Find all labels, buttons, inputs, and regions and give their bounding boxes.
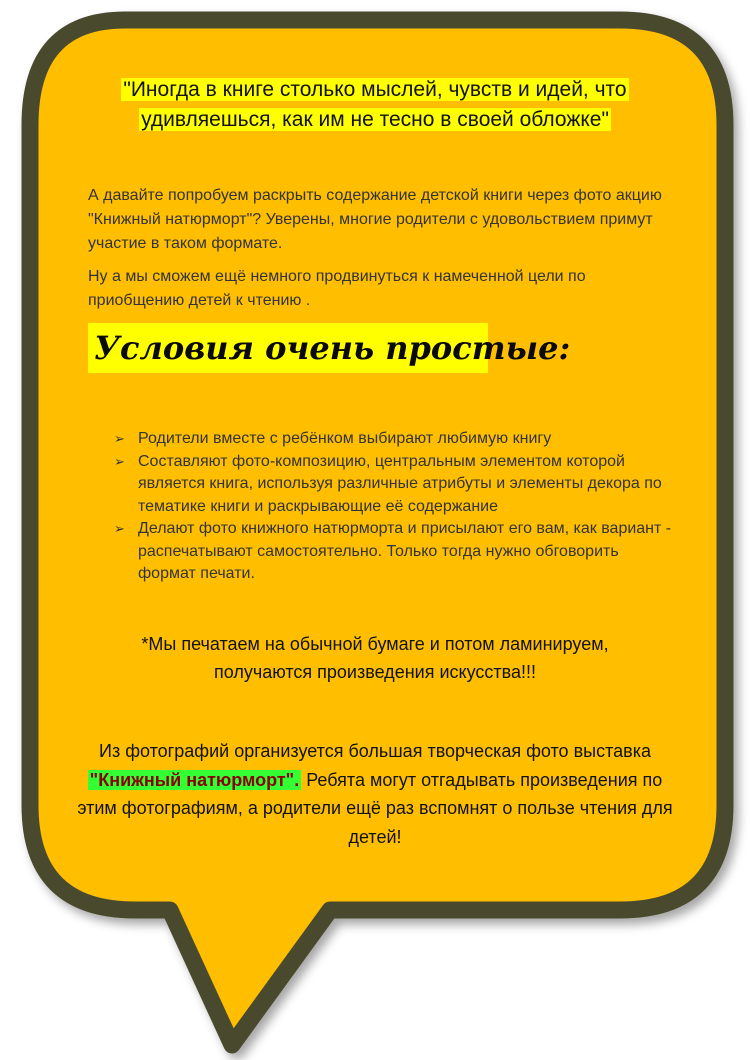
printing-note: *Мы печатаем на обычной бумаге и потом ламинируем, получаются произведения искусства!!! <box>141 634 609 682</box>
intro-paragraph: А давайте попробуем раскрыть содержание детской книги через фото акцию "Книжный натюрморт"? Уверены, многие родители с удовольствием примут участие в таком формате. <box>88 187 662 252</box>
exhibition-paragraph <box>75 737 675 851</box>
exhibition-text-end: Ребята могут отгадывать произведения по этим фотографиям, а родители ещё раз вспомнят о пользе чтения для детей! <box>77 769 673 847</box>
condition-text: Составляют фото-композицию, центральным элементом которой является книга, используя различные атрибуты и элементы декора по тематике книги и раскрывающие её содержание <box>138 452 662 515</box>
conditions-list <box>114 428 674 586</box>
exhibition-text-start: Из фотографий организуется большая творческая фото выставка <box>99 741 651 761</box>
exhibition-title: "Книжный натюрморт". <box>89 769 300 790</box>
list-item <box>114 428 674 451</box>
list-item <box>114 518 674 586</box>
condition-text: Родители вместе с ребёнком выбирают любимую книгу <box>138 430 552 447</box>
arrow-bullet-icon: ➢ <box>114 453 125 469</box>
goal-paragraph: Ну а мы сможем ещё немного продвинуться к намеченной цели по приобщению детей к чтению . <box>88 268 586 309</box>
quote-line-1: "Иногда в книге столько мыслей, чувств и идей, что <box>123 78 627 101</box>
quote-line-2: удивляешься, как им не тесно в своей обложке" <box>141 108 609 131</box>
epigraph-quote <box>60 75 690 135</box>
condition-text: Делают фото книжного натюрморта и присылают его вам, как вариант - распечатывают самостоятельно. Только тогда нужно обговорить формат печати. <box>138 520 672 582</box>
list-item <box>114 451 674 519</box>
arrow-bullet-icon: ➢ <box>114 521 125 536</box>
arrow-bullet-icon: ➢ <box>114 431 125 446</box>
conditions-heading: Условия очень простые: <box>88 323 488 373</box>
